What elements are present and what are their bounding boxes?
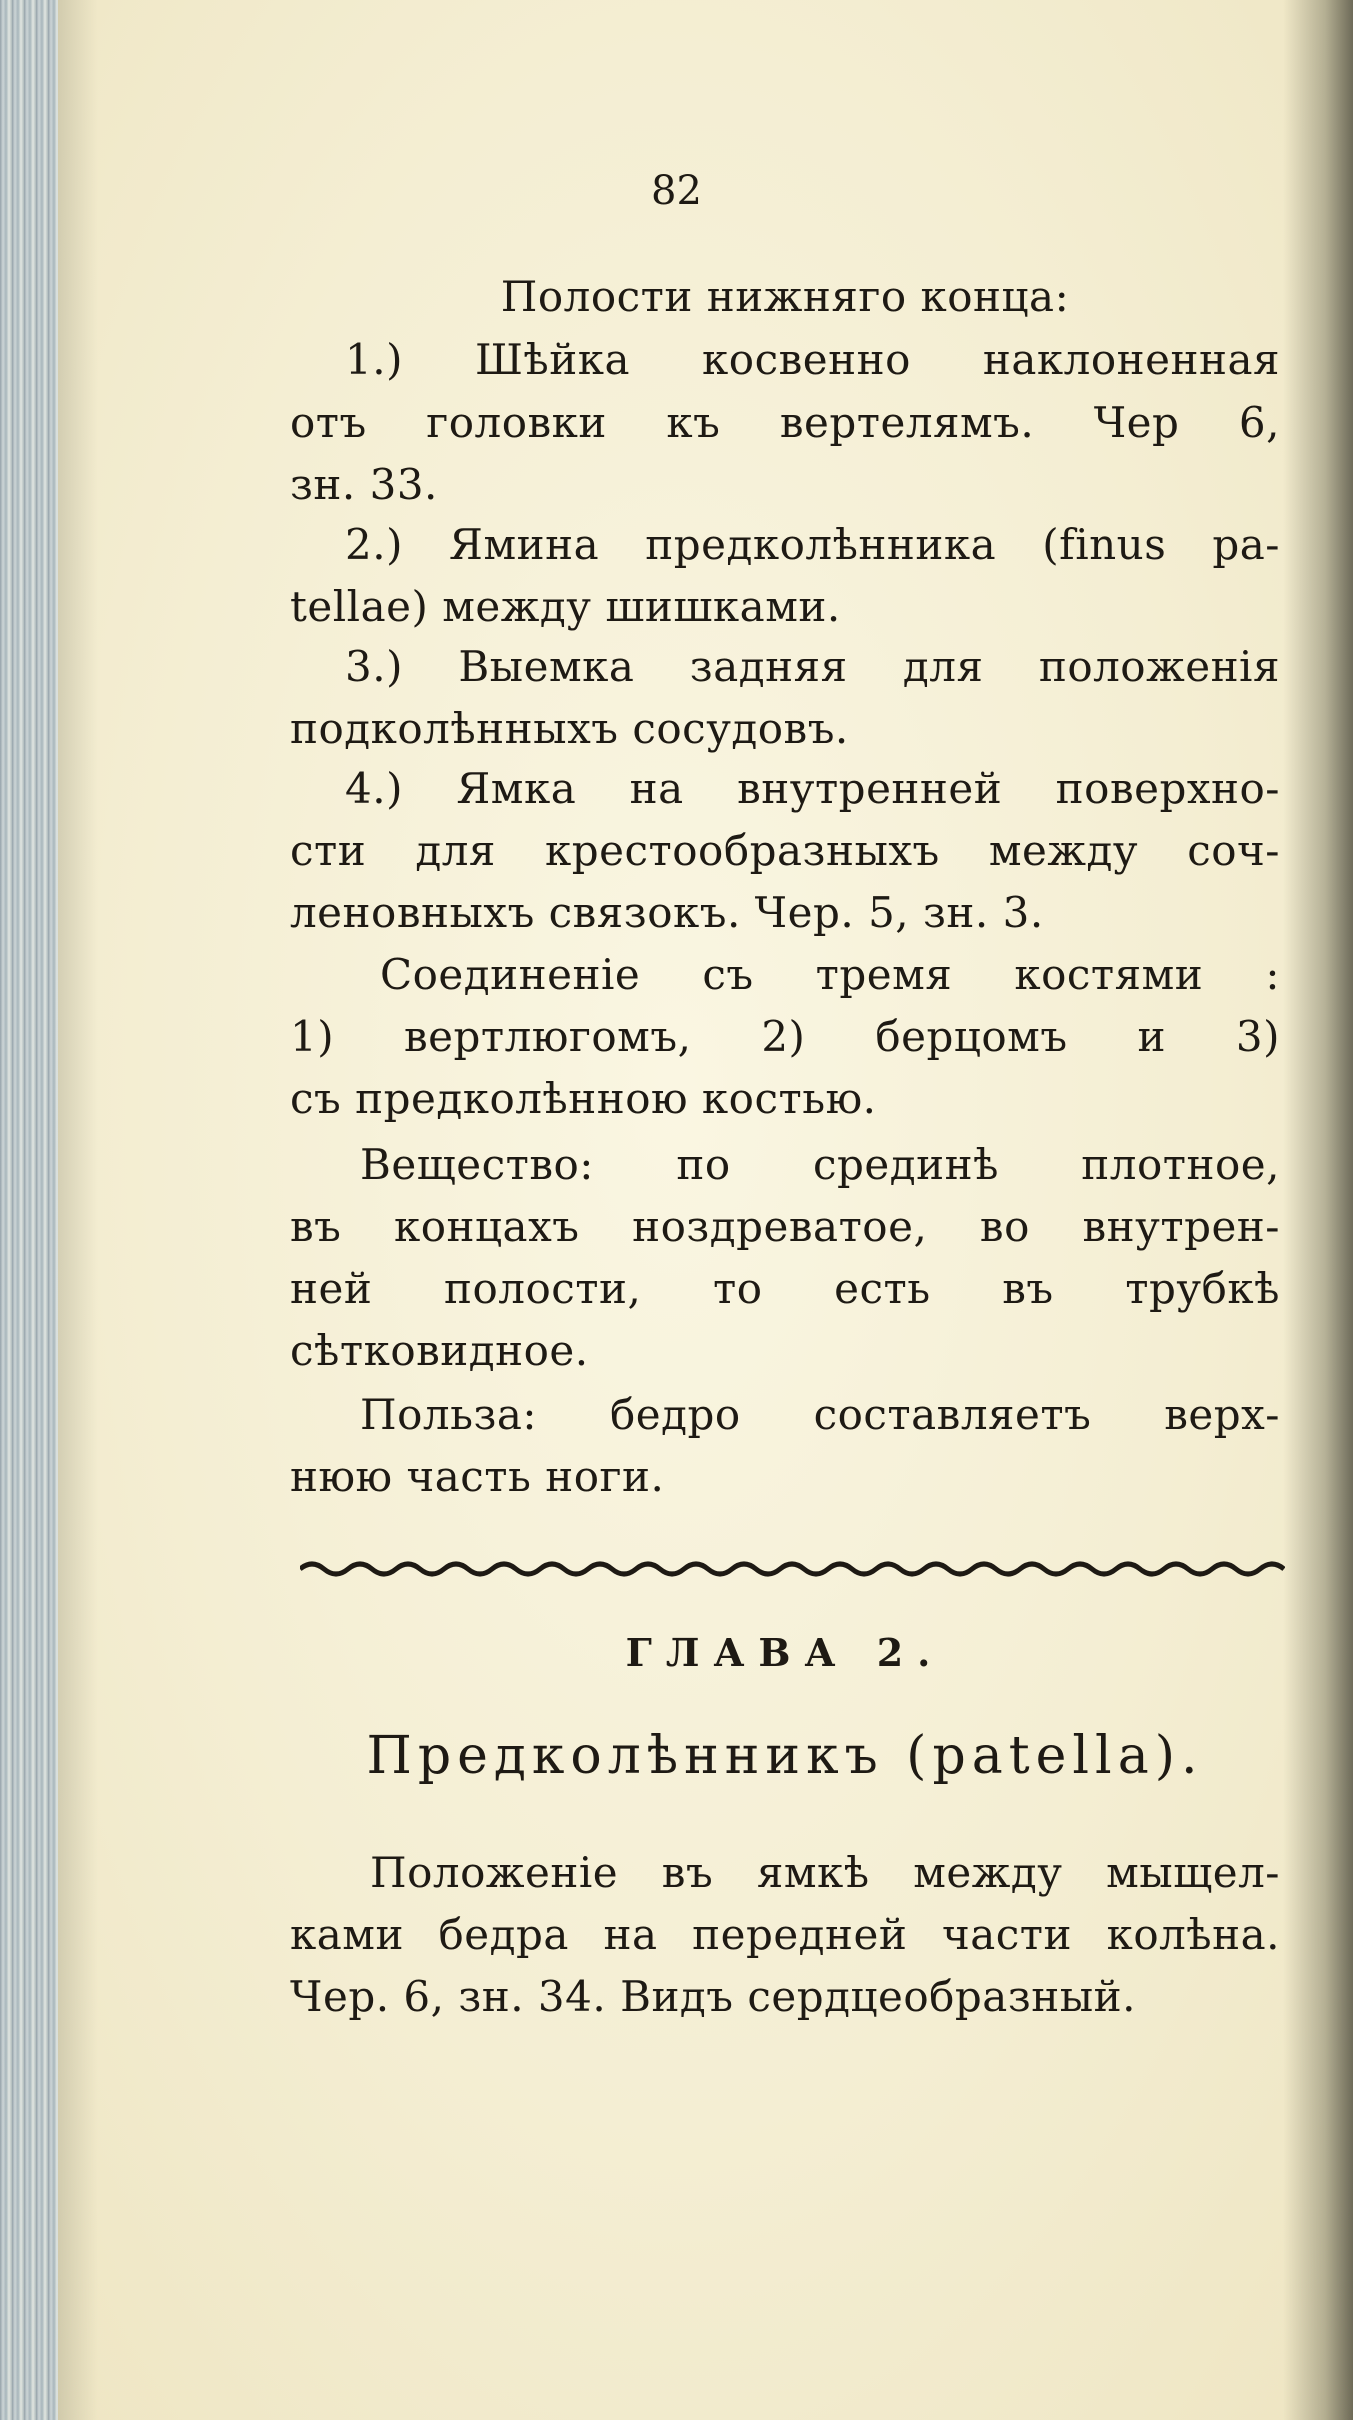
text-line: зн. 33. xyxy=(290,460,438,509)
ornamental-rule xyxy=(300,1557,1285,1579)
text-line: Положеніе въ ямкѣ между мыщел- xyxy=(370,1848,1280,1897)
text-line: Польза: бедро составляетъ верх- xyxy=(360,1390,1280,1439)
text-line: отъ головки къ вертелямъ. Чер 6, xyxy=(290,398,1280,447)
book-spine-edge xyxy=(0,0,58,2420)
text-line: ней полости, то есть въ трубкѣ xyxy=(290,1264,1280,1313)
text-line: сѣтковидное. xyxy=(290,1326,589,1375)
text-line: 1) вертлюгомъ, 2) берцомъ и 3) xyxy=(290,1012,1280,1061)
text-line: Вещество: по срединѣ плотное, xyxy=(360,1140,1280,1189)
text-line: въ концахъ ноздреватое, во внутрен- xyxy=(290,1202,1280,1251)
text-line: сти для крестообразныхъ между соч- xyxy=(290,826,1280,875)
text-line: 4.) Ямка на внутренней поверхно- xyxy=(345,764,1280,813)
page-number: 82 xyxy=(651,168,702,214)
text-line: 3.) Выемка задняя для положенія xyxy=(345,642,1280,691)
chapter-label: ГЛАВА 2. xyxy=(625,1630,945,1675)
text-line: Чер. 6, зн. 34. Видъ сердцеобразный. xyxy=(290,1972,1137,2021)
page-edge-shadow xyxy=(1283,0,1353,2420)
text-line: съ предколѣнною костью. xyxy=(290,1074,877,1123)
text-line: Соединеніе съ тремя костями : xyxy=(380,950,1280,999)
section-title: Полости нижняго конца: xyxy=(500,272,1070,321)
text-line: ками бедра на передней части колѣна. xyxy=(290,1910,1280,1959)
text-line: леновныхъ связокъ. Чер. 5, зн. 3. xyxy=(290,888,1044,937)
text-line: 1.) Шѣйка косвенно наклоненная xyxy=(345,335,1280,384)
text-line: нюю часть ноги. xyxy=(290,1452,665,1501)
text-line: подколѣнныхъ сосудовъ. xyxy=(290,704,849,753)
chapter-heading: Предколѣнникъ (patella). xyxy=(366,1726,1204,1786)
text-line: tellae) между шишками. xyxy=(290,582,841,631)
text-line: 2.) Ямина предколѣнника (finus pa- xyxy=(345,520,1280,569)
gutter-shadow xyxy=(58,0,98,2420)
